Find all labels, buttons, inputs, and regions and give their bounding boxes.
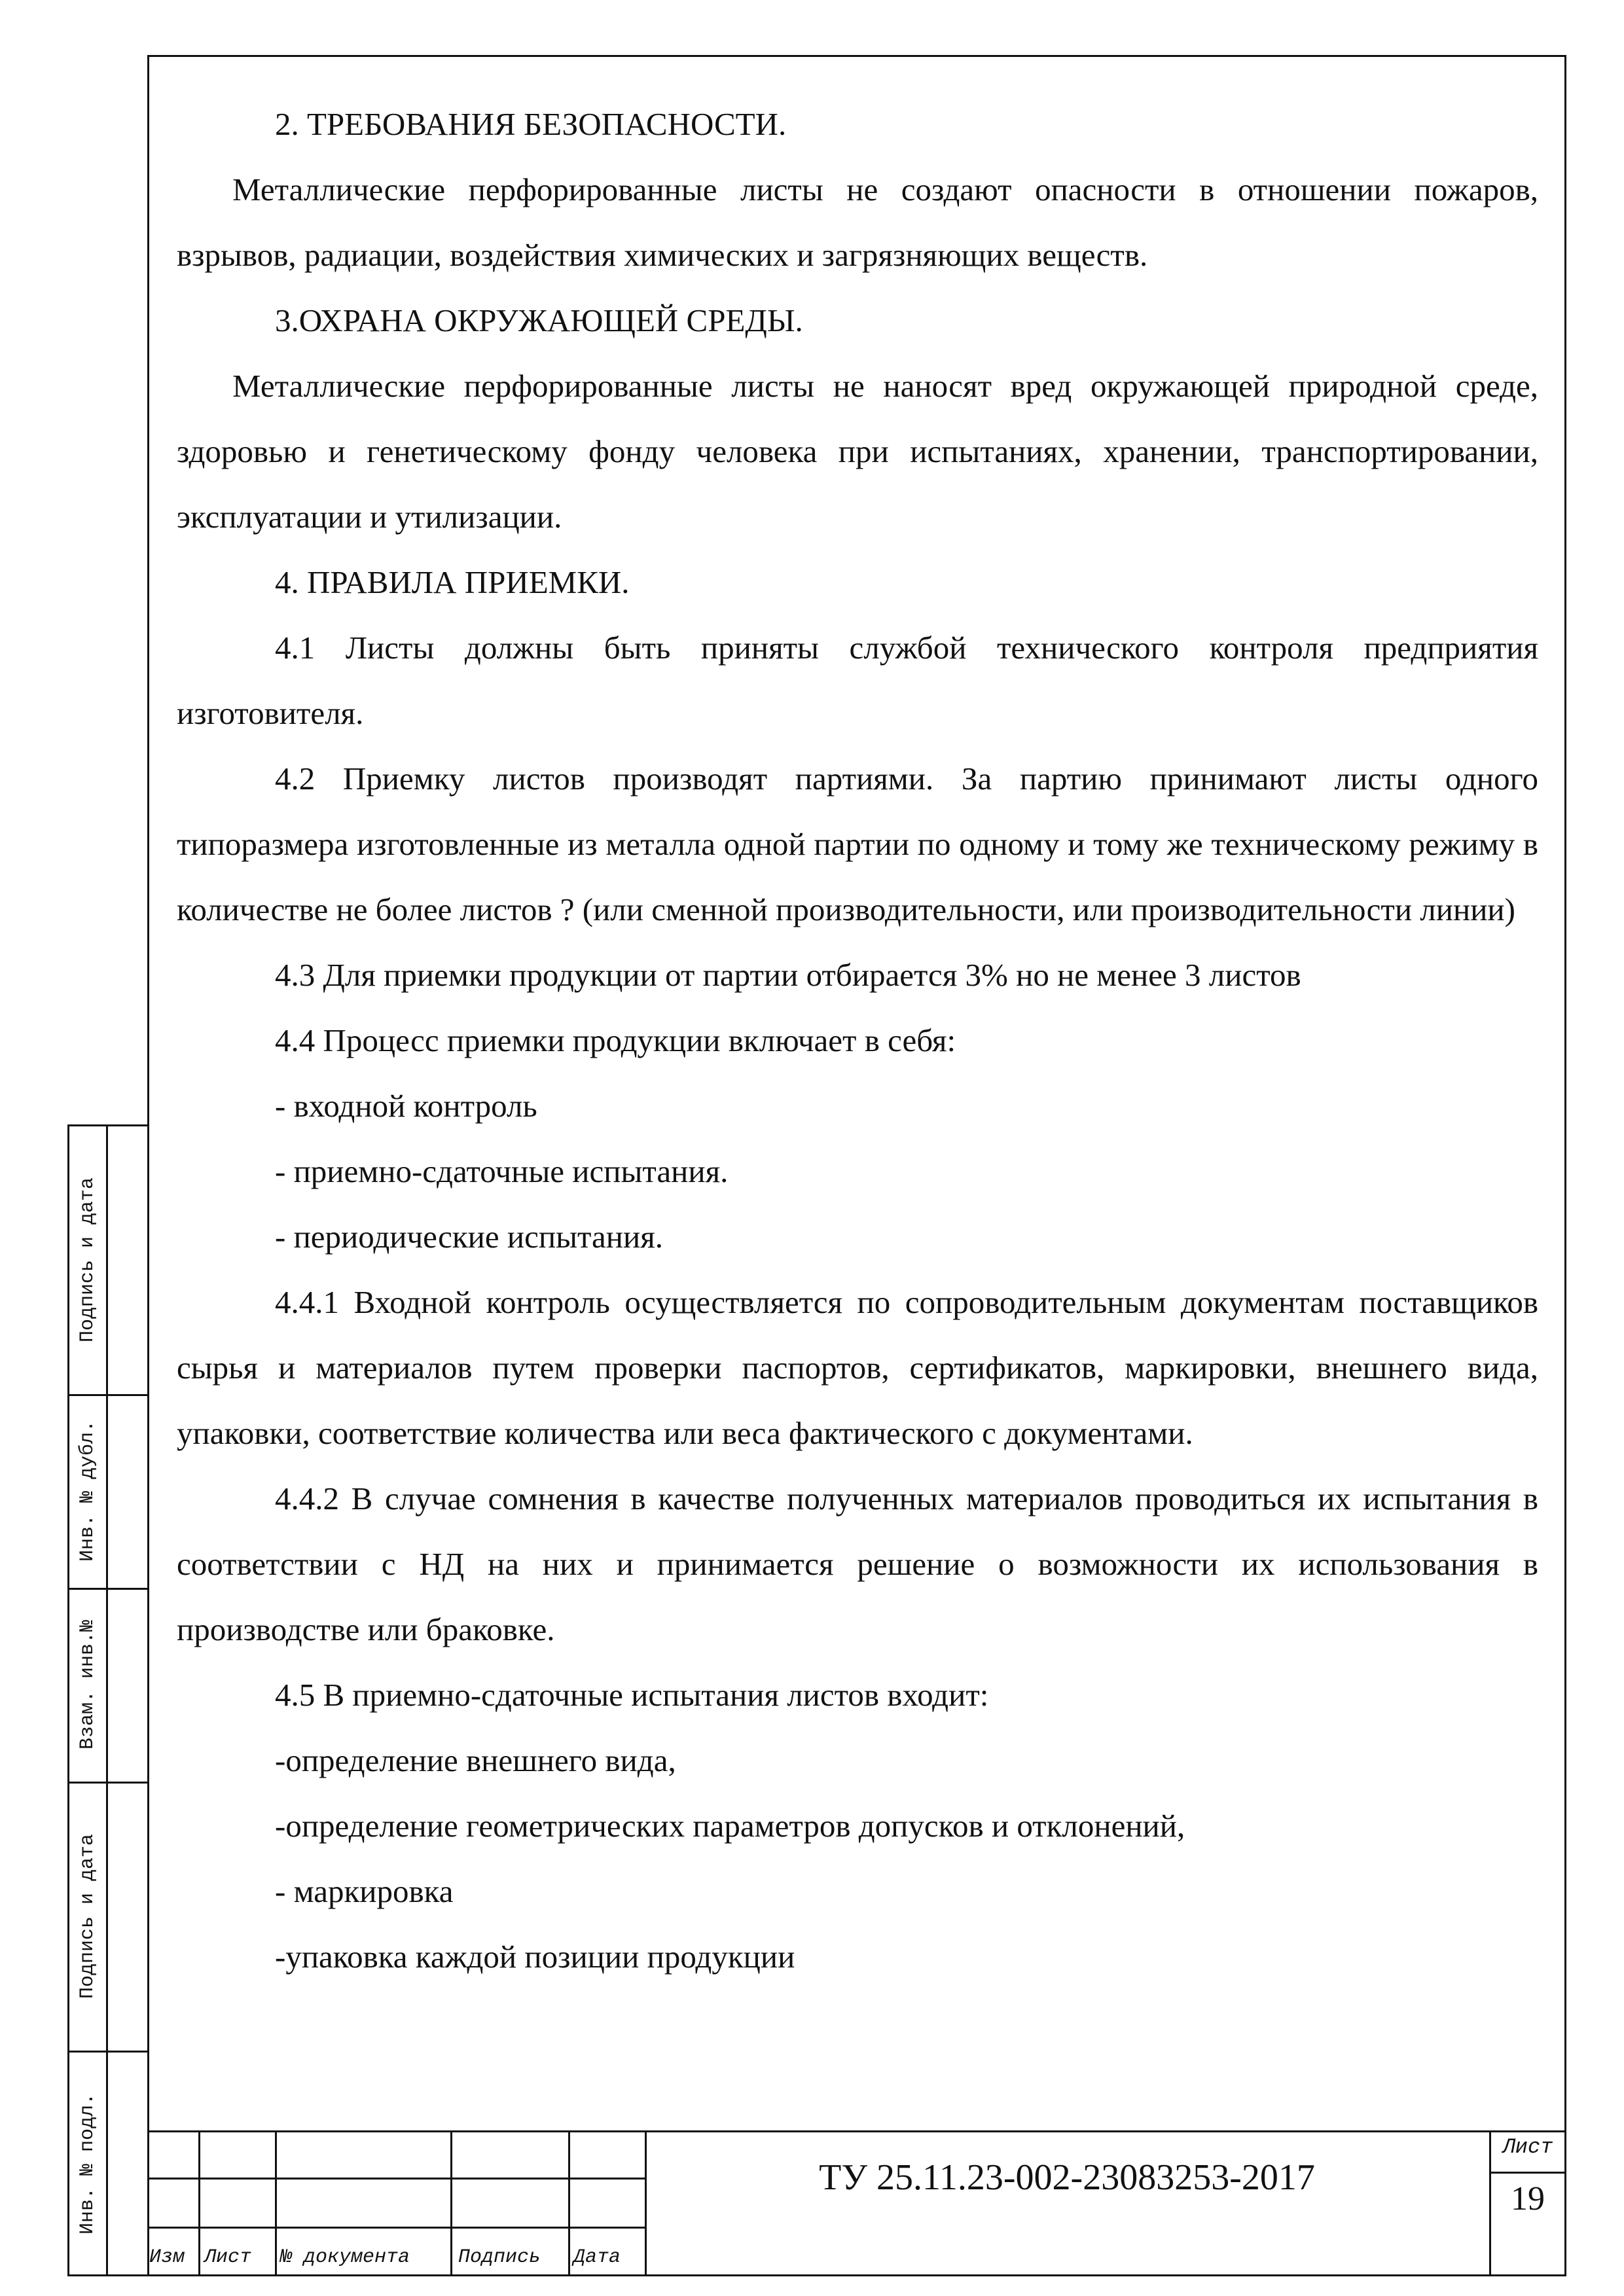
title-block-caption-date: Дата	[573, 2246, 621, 2269]
paragraph: -упаковка каждой позиции продукции	[275, 1939, 795, 1975]
paragraph: -определение геометрических параметров допусков и отклонений,	[275, 1808, 1185, 1844]
paragraph: 4.3 Для приемки продукции от партии отбирается 3% но не менее 3 листов	[275, 957, 1301, 993]
paragraph: 4. ПРАВИЛА ПРИЕМКИ.	[275, 564, 630, 600]
paragraph: 4.1 Листы должны быть приняты службой технического контроля предприятия изготовителя.	[177, 630, 1538, 731]
title-block-caption-list: Лист	[204, 2246, 252, 2269]
title-block-row-line	[147, 2178, 645, 2179]
sheet-label: Лист	[1502, 2135, 1553, 2159]
paragraph: -определение внешнего вида,	[275, 1742, 676, 1778]
side-label-signature-date-2: Подпись и дата	[77, 1833, 99, 1999]
paragraph: Металлические перфорированные листы не создают опасности в отношении пожаров, взрывов, радиации, воздействия химических и загрязняющих веществ.	[177, 171, 1538, 273]
side-label-orig-inv: Инв. № подл.	[77, 2092, 99, 2235]
title-block-col-line	[645, 2130, 647, 2276]
paragraph: 4.4.2 В случае сомнения в качестве полученных материалов проводиться их испытания в соответствии с НД на них и принимается решение о возможности их использования в производстве или браковке.	[177, 1480, 1538, 1647]
title-block-row-line	[147, 2227, 645, 2229]
side-label-dup-inv: Инв. № дубл.	[77, 1420, 99, 1562]
side-stamp-divider	[106, 1124, 108, 2276]
paragraph: 4.4.1 Входной контроль осуществляется по сопроводительным документам поставщиков сырья и материалов путем проверки паспортов, сертификатов, маркировки, внешнего вида, упаковки, соответствие количества или веса фактического с документами.	[177, 1284, 1538, 1451]
side-label-signature-date: Подпись и дата	[77, 1177, 99, 1342]
paragraph: - приемно-сдаточные испытания.	[275, 1153, 729, 1189]
paragraph: - периодические испытания.	[275, 1219, 664, 1255]
paragraph: Металлические перфорированные листы не наносят вред окружающей природной среде, здоровью и генетическому фонду человека при испытаниях, хранении, транспортировании, эксплуатации и утилизации.	[177, 368, 1538, 535]
title-block-caption-sign: Подпись	[458, 2246, 541, 2269]
document-body	[177, 92, 1538, 1990]
title-block-col-line	[275, 2130, 277, 2276]
paragraph: 2. ТРЕБОВАНИЯ БЕЗОПАСНОСТИ.	[275, 106, 787, 142]
title-block-row-line	[1489, 2172, 1566, 2174]
document-code: ТУ 25.11.23-002-23083253-2017	[819, 2157, 1315, 2198]
title-block-caption-izm: Изм	[149, 2246, 185, 2269]
paragraph: 4.4 Процесс приемки продукции включает в себя:	[275, 1022, 956, 1058]
paragraph: 4.5 В приемно-сдаточные испытания листов входит:	[275, 1677, 989, 1713]
paragraph: 3.ОХРАНА ОКРУЖАЮЩЕЙ СРЕДЫ.	[275, 302, 803, 338]
sheet-number: 19	[1511, 2180, 1545, 2217]
paragraph: - маркировка	[275, 1873, 454, 1909]
title-block-col-line	[450, 2130, 452, 2276]
title-block-col-line	[568, 2130, 570, 2276]
paragraph: - входной контроль	[275, 1088, 537, 1124]
title-block-caption-doc: № документа	[280, 2246, 410, 2269]
side-label-mutual-inv: Взам. инв.№	[77, 1619, 99, 1750]
paragraph: 4.2 Приемку листов производят партиями. За партию принимают листы одного типоразмера изготовленные из металла одной партии по одному и тому же техническому режиму в количестве не более листов ? (или сменной производительности, или производительности линии)	[177, 761, 1538, 927]
title-block-col-line	[198, 2130, 200, 2276]
